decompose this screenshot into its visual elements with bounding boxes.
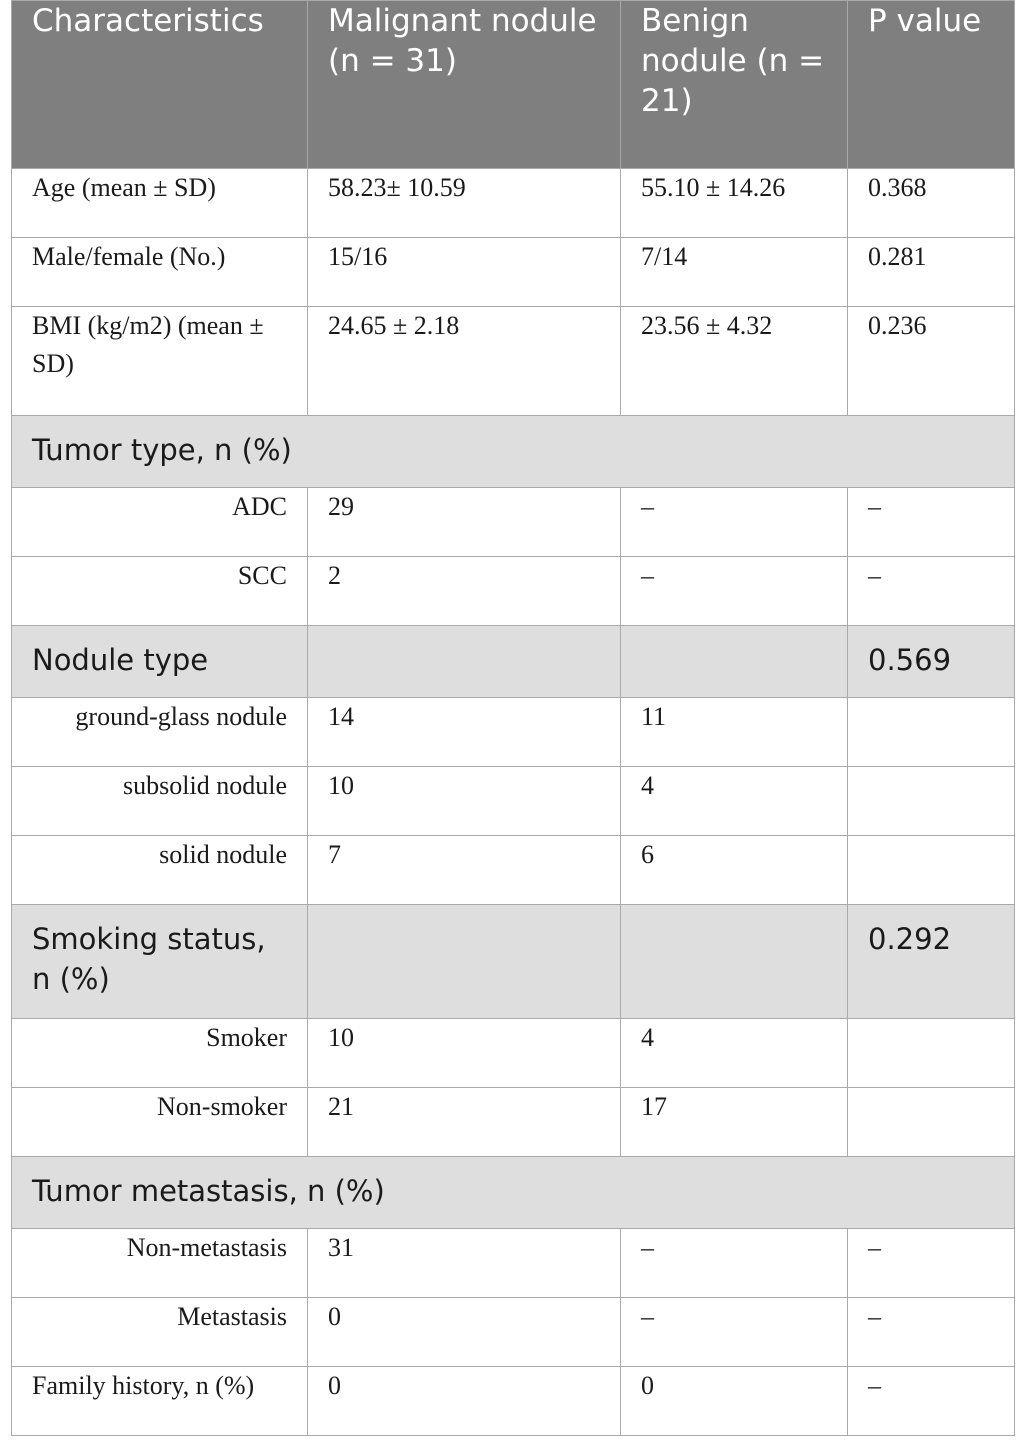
row-label: Non-metastasis [12,1229,308,1298]
section-empty-cell [621,905,848,1019]
table-row [12,1367,1015,1436]
table-row [12,836,1015,905]
malignant-value: 10 [308,1019,621,1088]
section-p-value: 0.569 [848,626,1015,698]
header-malignant: Malignant nodule (n = 31) [308,1,621,169]
p-value [848,836,1015,905]
malignant-value: 0 [308,1298,621,1367]
benign-value: 6 [621,836,848,905]
table-row [12,557,1015,626]
row-label: SCC [12,557,308,626]
characteristics-table [11,0,1015,1436]
section-title: Tumor metastasis, n (%) [12,1157,1015,1229]
section-row [12,416,1015,488]
malignant-value: 58.23± 10.59 [308,169,621,238]
malignant-value: 14 [308,698,621,767]
benign-value: – [621,557,848,626]
p-value: – [848,488,1015,557]
table-row [12,488,1015,557]
benign-value: – [621,1298,848,1367]
table-row [12,1019,1015,1088]
section-p-value: 0.292 [848,905,1015,1019]
p-value: – [848,1229,1015,1298]
row-label: BMI (kg/m2) (mean ± SD) [12,307,308,416]
table-row [12,238,1015,307]
row-label: Family history, n (%) [12,1367,308,1436]
benign-value: 4 [621,767,848,836]
malignant-value: 10 [308,767,621,836]
header-p-value: P value [848,1,1015,169]
p-value: 0.236 [848,307,1015,416]
section-title: Smoking status, n (%) [12,905,308,1019]
table-header-row [12,1,1015,169]
table-row [12,767,1015,836]
p-value: – [848,557,1015,626]
section-row [12,626,1015,698]
malignant-value: 24.65 ± 2.18 [308,307,621,416]
malignant-value: 0 [308,1367,621,1436]
benign-value: 0 [621,1367,848,1436]
malignant-value: 29 [308,488,621,557]
section-title: Nodule type [12,626,308,698]
section-title: Tumor type, n (%) [12,416,1015,488]
section-row [12,1157,1015,1229]
p-value [848,1088,1015,1157]
row-label: Smoker [12,1019,308,1088]
table-row [12,698,1015,767]
row-label: subsolid nodule [12,767,308,836]
header-characteristics: Characteristics [12,1,308,169]
table-row [12,1229,1015,1298]
row-label: Non-smoker [12,1088,308,1157]
section-empty-cell [621,626,848,698]
p-value: 0.368 [848,169,1015,238]
malignant-value: 15/16 [308,238,621,307]
benign-value: – [621,488,848,557]
benign-value: 55.10 ± 14.26 [621,169,848,238]
p-value [848,767,1015,836]
section-row [12,905,1015,1019]
table-row [12,169,1015,238]
row-label: solid nodule [12,836,308,905]
malignant-value: 7 [308,836,621,905]
malignant-value: 31 [308,1229,621,1298]
section-empty-cell [308,626,621,698]
benign-value: – [621,1229,848,1298]
malignant-value: 2 [308,557,621,626]
p-value: – [848,1367,1015,1436]
table-row [12,307,1015,416]
benign-value: 7/14 [621,238,848,307]
row-label: ground-glass nodule [12,698,308,767]
header-benign: Benign nodule (n = 21) [621,1,848,169]
row-label: Age (mean ± SD) [12,169,308,238]
row-label: Male/female (No.) [12,238,308,307]
row-label: Metastasis [12,1298,308,1367]
table-row [12,1088,1015,1157]
malignant-value: 21 [308,1088,621,1157]
section-empty-cell [308,905,621,1019]
benign-value: 23.56 ± 4.32 [621,307,848,416]
p-value: 0.281 [848,238,1015,307]
p-value [848,1019,1015,1088]
benign-value: 17 [621,1088,848,1157]
table-row [12,1298,1015,1367]
benign-value: 4 [621,1019,848,1088]
row-label: ADC [12,488,308,557]
p-value [848,698,1015,767]
p-value: – [848,1298,1015,1367]
benign-value: 11 [621,698,848,767]
